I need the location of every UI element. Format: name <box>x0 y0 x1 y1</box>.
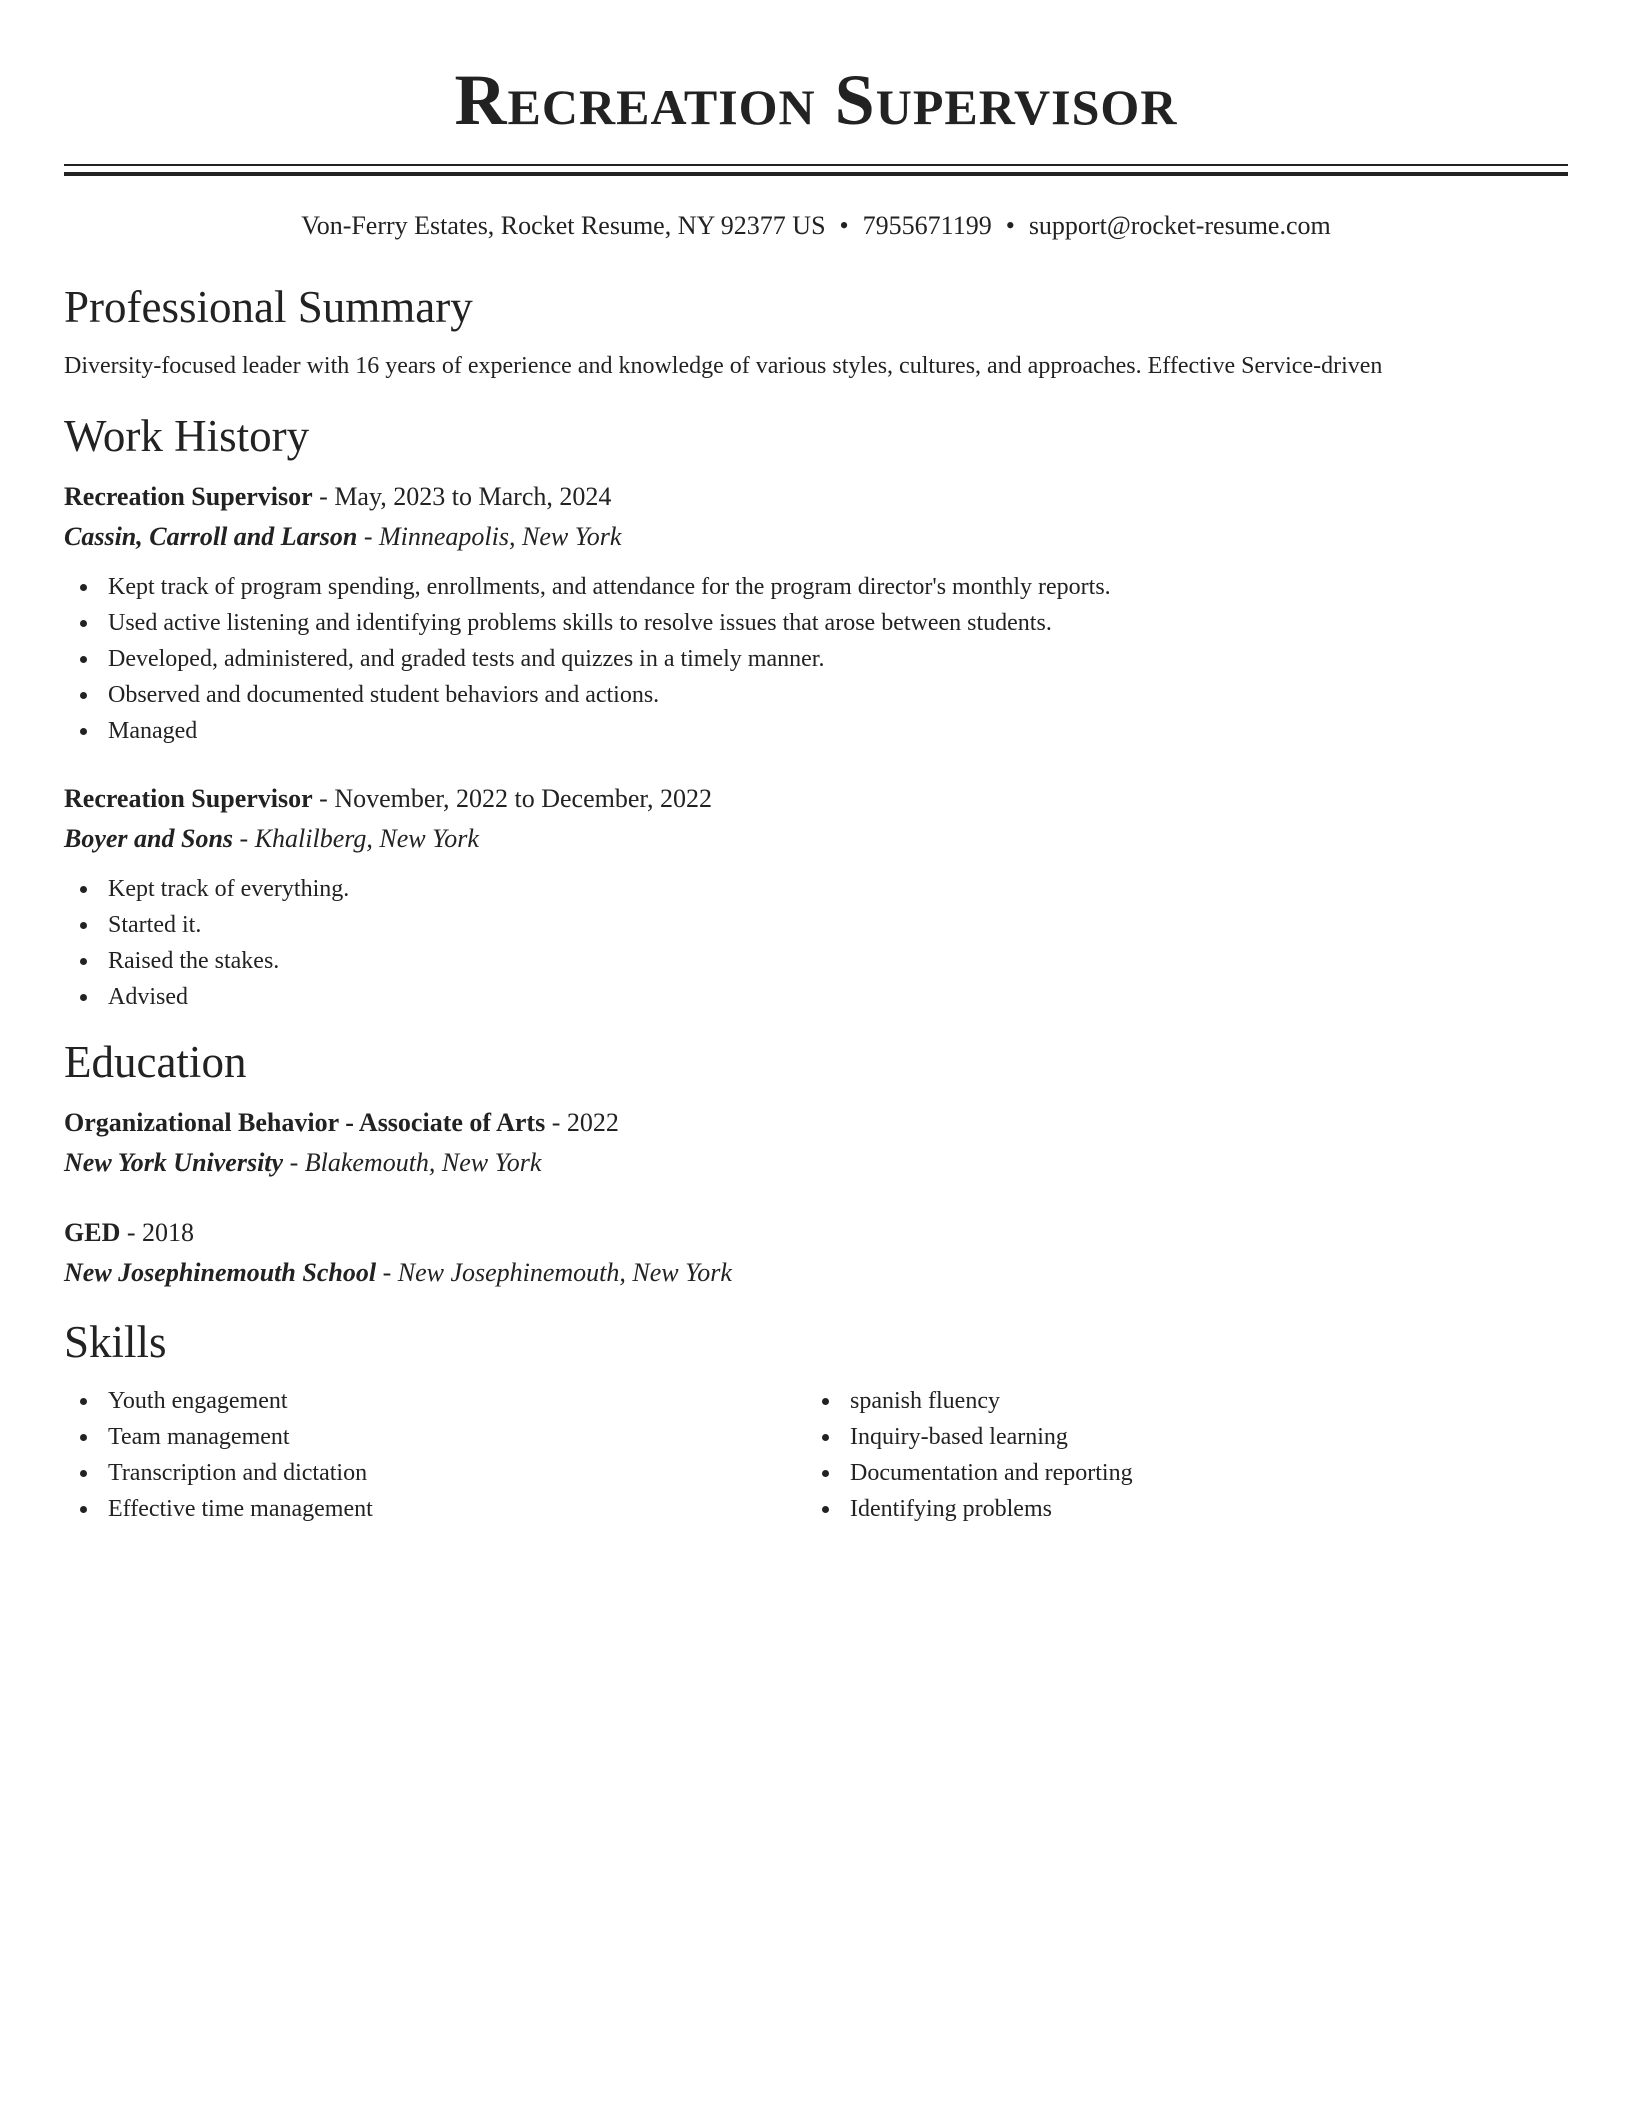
skill-item: Documentation and reporting <box>806 1455 1548 1491</box>
education-year: - 2018 <box>120 1218 195 1247</box>
education-school: New Josephinemouth School <box>64 1258 377 1287</box>
education-location: - New Josephinemouth, New York <box>376 1258 732 1287</box>
list-item: Started it. <box>64 907 1568 943</box>
skills-list-left <box>64 1383 806 1527</box>
list-item: Used active listening and identifying problems skills to resolve issues that arose between students. <box>64 605 1568 641</box>
list-item: Observed and documented student behaviors and actions. <box>64 677 1568 713</box>
education-header <box>64 1103 1568 1143</box>
contact-separator: • <box>1005 211 1015 240</box>
contact-email: support@rocket-resume.com <box>1028 211 1331 240</box>
job-entry <box>64 779 1568 1015</box>
list-item: Kept track of everything. <box>64 871 1568 907</box>
job-entry <box>64 477 1568 749</box>
title-divider-thick <box>64 172 1568 176</box>
job-role: Recreation Supervisor <box>64 784 313 813</box>
job-dates: - May, 2023 to March, 2024 <box>312 482 612 511</box>
education-entry <box>64 1213 1568 1293</box>
education-degree: GED <box>64 1218 121 1247</box>
list-item: Raised the stakes. <box>64 943 1568 979</box>
job-company-line <box>64 517 1568 557</box>
education-degree: Organizational Behavior - Associate of Arts <box>64 1108 546 1137</box>
job-duties-list <box>64 569 1568 749</box>
skills-list-right <box>806 1383 1548 1527</box>
job-company: Boyer and Sons <box>64 824 234 853</box>
skill-item: Identifying problems <box>806 1491 1548 1527</box>
skill-item: Youth engagement <box>64 1383 806 1419</box>
contact-separator: • <box>839 211 849 240</box>
section-heading-skills: Skills <box>64 1317 167 1367</box>
summary-text: Diversity-focused leader with 16 years of experience and knowledge of various styles, cultures, and approaches. Effective Service-driven <box>64 353 1383 379</box>
job-location: - Minneapolis, New York <box>357 522 622 551</box>
education-school-line <box>64 1253 1568 1293</box>
education-header <box>64 1213 1568 1253</box>
education-entry <box>64 1103 1568 1183</box>
education-school: New York University <box>64 1148 284 1177</box>
contact-line <box>64 210 1568 242</box>
section-heading-work-history: Work History <box>64 411 310 461</box>
list-item: Managed <box>64 713 1568 749</box>
list-item: Kept track of program spending, enrollments, and attendance for the program director's monthly reports. <box>64 569 1568 605</box>
job-company: Cassin, Carroll and Larson <box>64 522 358 551</box>
resume-title: Recreation Supervisor <box>454 60 1178 140</box>
job-duties-list <box>64 871 1568 1015</box>
section-heading-summary: Professional Summary <box>64 282 473 332</box>
education-location: - Blakemouth, New York <box>283 1148 542 1177</box>
title-divider-thin <box>64 164 1568 166</box>
list-item: Advised <box>64 979 1568 1015</box>
job-dates: - November, 2022 to December, 2022 <box>312 784 713 813</box>
skill-item: spanish fluency <box>806 1383 1548 1419</box>
skill-item: Effective time management <box>64 1491 806 1527</box>
job-header <box>64 779 1568 819</box>
skill-item: Inquiry-based learning <box>806 1419 1548 1455</box>
job-company-line <box>64 819 1568 859</box>
contact-phone: 7955671199 <box>862 211 992 240</box>
skill-item: Team management <box>64 1419 806 1455</box>
job-role: Recreation Supervisor <box>64 482 313 511</box>
education-year: - 2022 <box>545 1108 619 1137</box>
skills-columns <box>64 1383 1568 1527</box>
education-school-line <box>64 1143 1568 1183</box>
list-item: Developed, administered, and graded tests and quizzes in a timely manner. <box>64 641 1568 677</box>
section-heading-education: Education <box>64 1037 247 1087</box>
job-header <box>64 477 1568 517</box>
skill-item: Transcription and dictation <box>64 1455 806 1491</box>
contact-address: Von-Ferry Estates, Rocket Resume, NY 92377 US <box>301 211 826 240</box>
job-location: - Khalilberg, New York <box>233 824 479 853</box>
